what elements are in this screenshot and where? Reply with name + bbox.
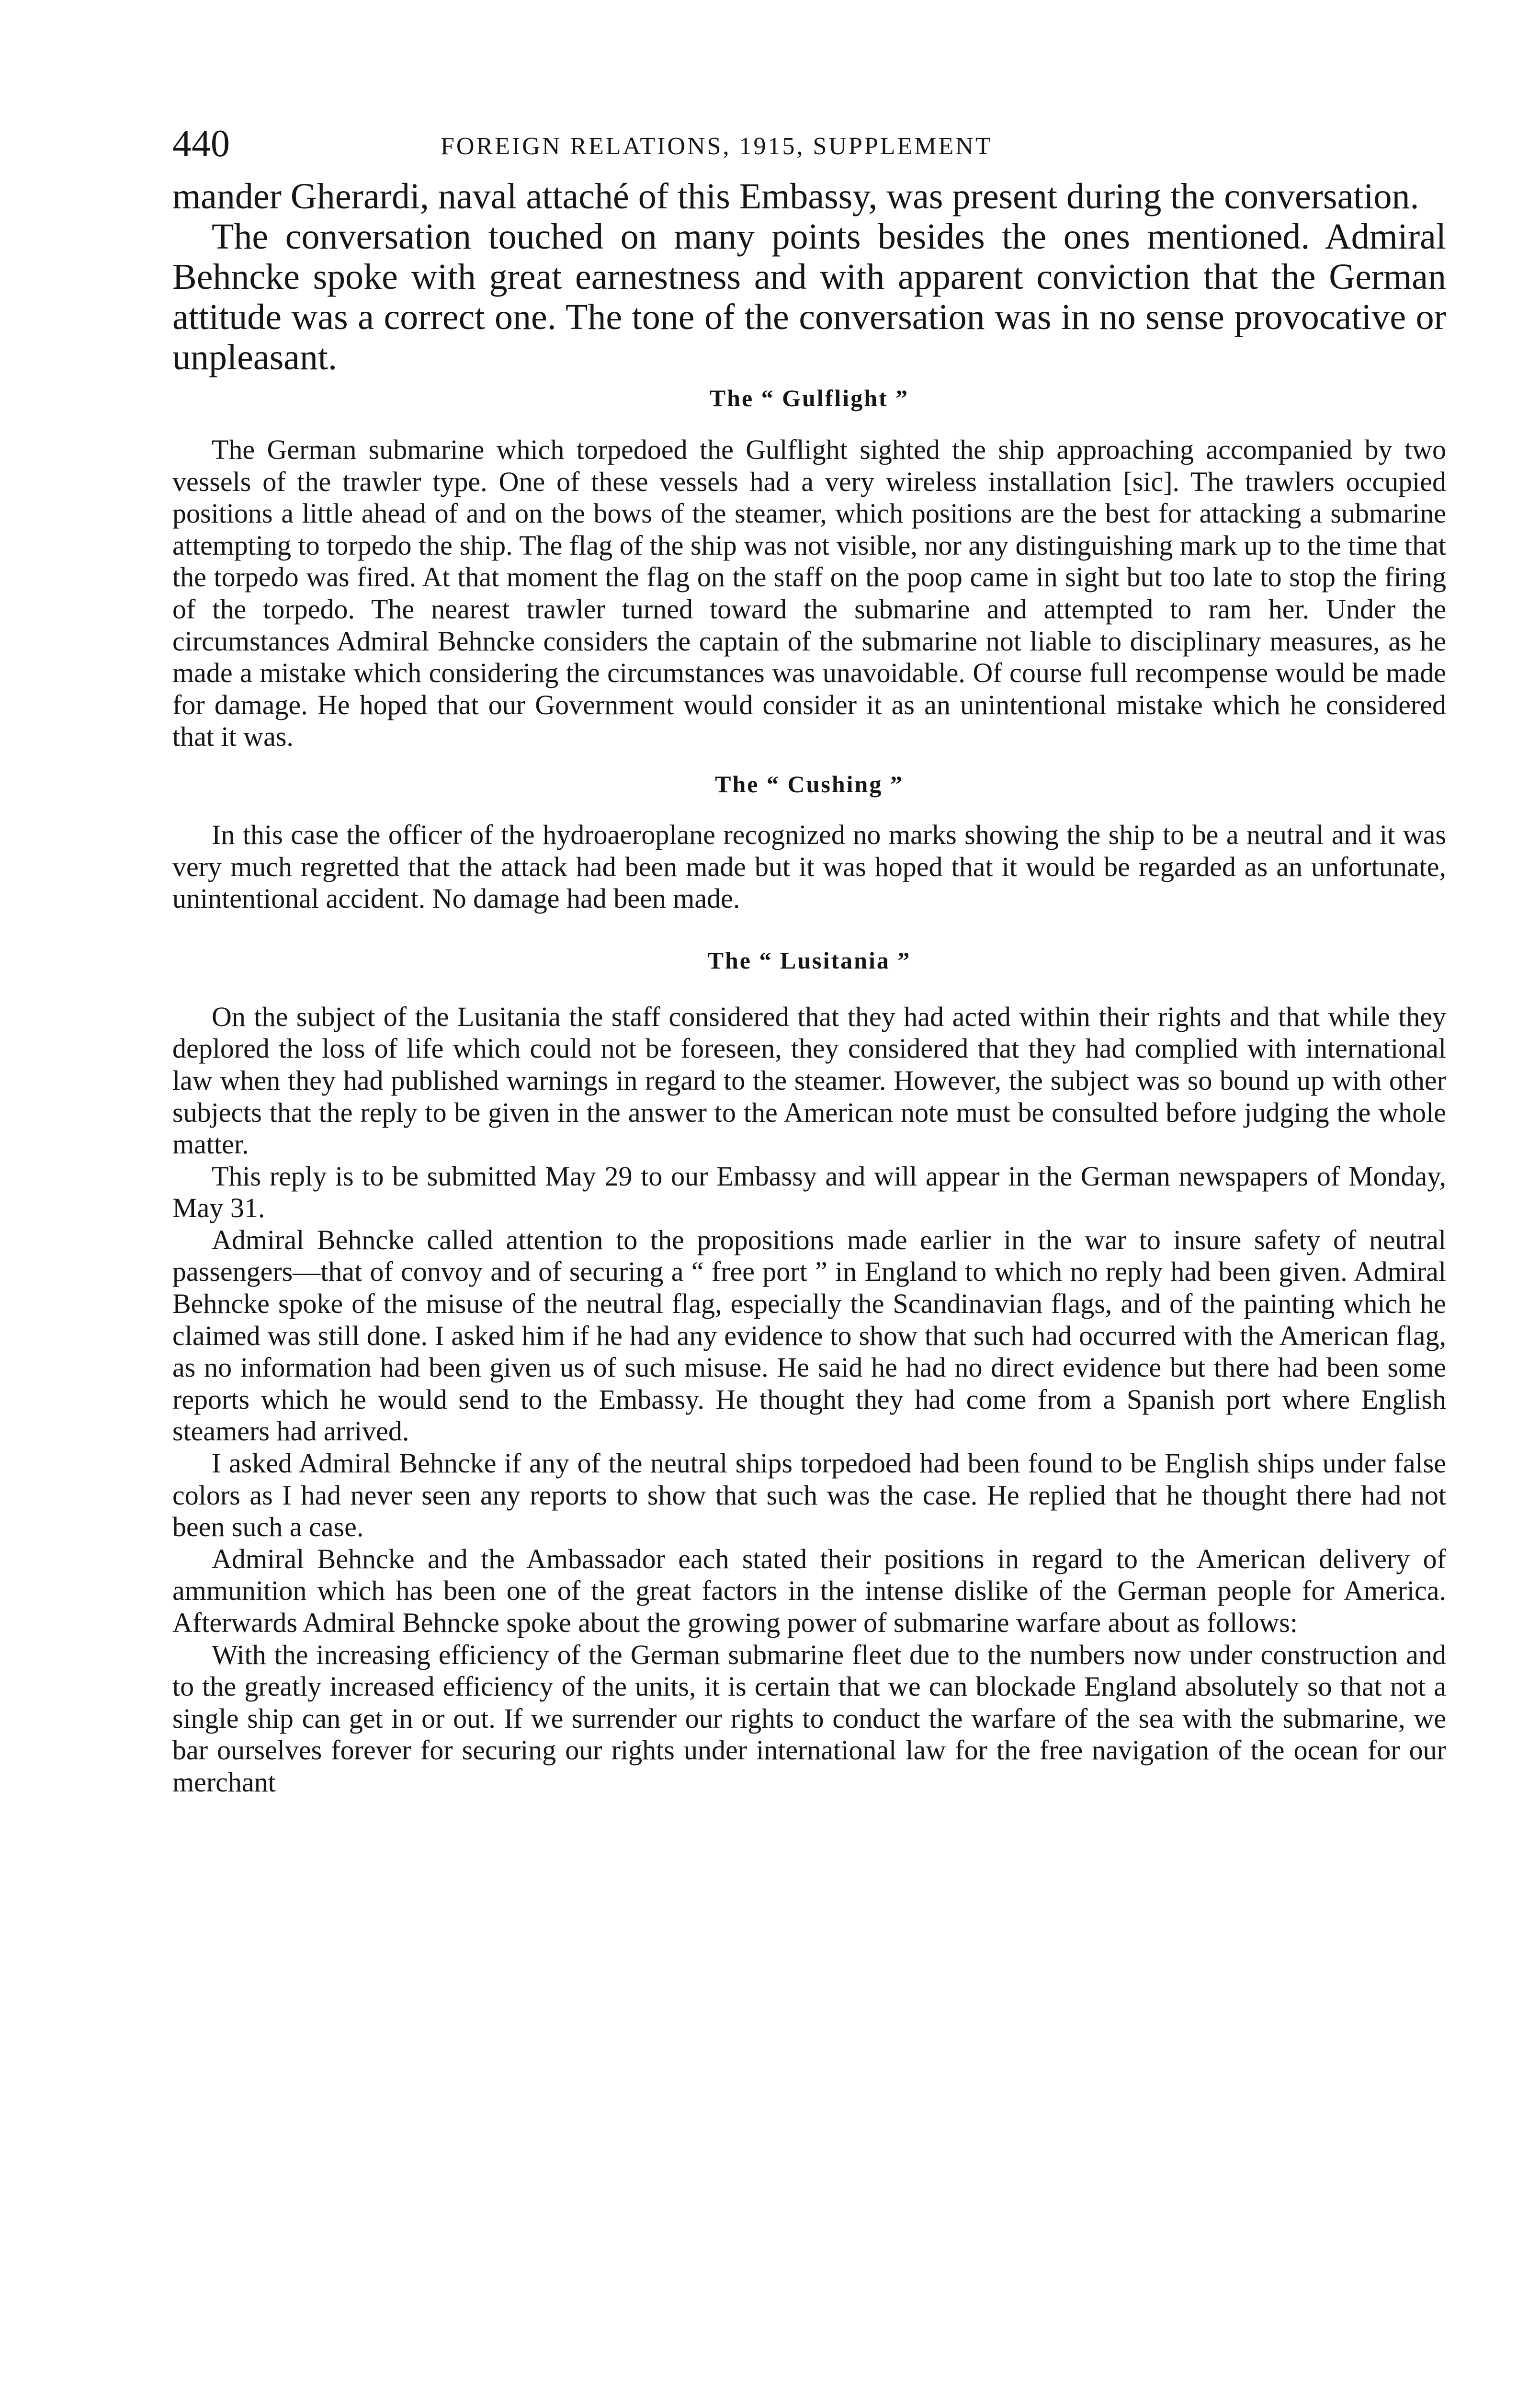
lusitania-paragraph-2: This reply is to be submitted May 29 to our Embassy and will appear in the German newspapers of Monday, May 31. xyxy=(172,1160,1446,1224)
lusitania-paragraph-4: I asked Admiral Behncke if any of the neutral ships torpedoed had been found to be English ships under false colors as I had never seen any reports to show that such was the case. He replied that he thought there had not been such a case. xyxy=(172,1448,1446,1543)
lusitania-paragraph-1: On the subject of the Lusitania the staff considered that they had acted within their rights and that while they deplored the loss of life which could not be foreseen, they considered that they had complied with international law when they had published warnings in regard to the steamer. However, the subject was so bound up with other subjects that the reply to be given in the answer to the American note must be consulted before judging the whole matter. xyxy=(172,1001,1446,1160)
lusitania-paragraph-5: Admiral Behncke and the Ambassador each stated their positions in regard to the American delivery of ammunition which has been one of the great factors in the intense dislike of the German people for America. Afterwards Admiral Behncke spoke about the growing power of submarine warfare about as follows: xyxy=(172,1543,1446,1638)
page-number: 440 xyxy=(172,123,230,165)
section-heading-lusitania: The “ Lusitania ” xyxy=(707,947,911,974)
body-paragraph-1: mander Gherardi, naval attaché of this Embassy, was present during the conversation. xyxy=(172,176,1419,217)
section-heading-cushing: The “ Cushing ” xyxy=(715,770,904,798)
running-title: FOREIGN RELATIONS, 1915, SUPPLEMENT xyxy=(441,133,993,160)
gulflight-paragraph: The German submarine which torpedoed the Gulflight sighted the ship approaching accompanied by two vessels of the trawler type. One of these vessels had a very wireless installation [sic]. The trawlers occupied positions a little ahead of and on the bows of the steamer, which positions are the best for attacking a submarine attempting to torpedo the ship. The flag of the ship was not visible, nor any distinguishing mark up to the time that the torpedo was fired. At that moment the flag on the staff on the poop came in sight but too late to stop the firing of the torpedo. The nearest trawler turned toward the submarine and attempted to ram her. Under the circumstances Admiral Behncke considers the captain of the submarine not liable to disciplinary measures, as he made a mistake which considering the circumstances was unavoidable. Of course full recompense would be made for damage. He hoped that our Government would consider it as an unintentional mistake which he considered that it was. xyxy=(172,434,1446,753)
section-heading-gulflight: The “ Gulflight ” xyxy=(709,385,909,411)
cushing-paragraph: In this case the officer of the hydroaeroplane recognized no marks showing the ship to be a neutral and it was very much regretted that the attack had been made but it was hoped that it would be regarded as an unfortunate, unintentional accident. No damage had been made. xyxy=(172,819,1446,914)
body-paragraph-2: The conversation touched on many points besides the ones mentioned. Admiral Behncke spoke with great earnestness and with apparent conviction that the German attitude was a correct one. The tone of the conversation was in no sense provocative or unpleasant. xyxy=(172,217,1446,377)
document-page xyxy=(172,120,1446,1799)
running-head xyxy=(172,120,1446,168)
lusitania-paragraph-6: With the increasing efficiency of the German submarine fleet due to the numbers now under construction and to the greatly increased efficiency of the units, it is certain that we can blockade England absolutely so that not a single ship can get in or out. If we surrender our rights to conduct the warfare of the sea with the submarine, we bar ourselves forever for securing our rights under international law for the free navigation of the ocean for our merchant xyxy=(172,1639,1446,1798)
lusitania-paragraph-3: Admiral Behncke called attention to the propositions made earlier in the war to insure safety of neutral passengers—that of convoy and of securing a “ free port ” in England to which no reply had been given. Admiral Behncke spoke of the misuse of the neutral flag, especially the Scandinavian flags, and of the painting which he claimed was still done. I asked him if he had any evidence to show that such had occurred with the American flag, as no information had been given us of such misuse. He said he had no direct evidence but there had been some reports which he would send to the Embassy. He thought they had come from a Spanish port where English steamers had arrived. xyxy=(172,1224,1446,1447)
